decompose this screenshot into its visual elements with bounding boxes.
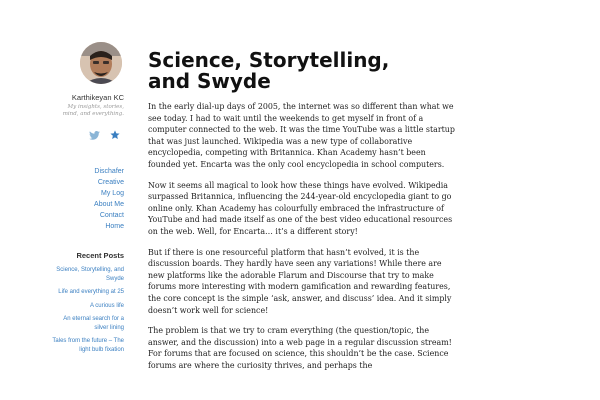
post-title: Science, Storytelling, and Swyde	[148, 48, 390, 93]
star-icon[interactable]	[110, 130, 120, 140]
post-paragraph: The problem is that we try to cram everything (the question/topic, the answer, and the discussion) into a web page in a regular discussion stream! For forums that are focused on science, this shouldn’t be the case. Science forums are where the curiosity thrives, and perhaps the	[148, 326, 452, 370]
recent-post-link[interactable]: Tales from the future – The light bulb fixation	[52, 338, 124, 353]
recent-post-link[interactable]: Science, Storytelling, and Swyde	[56, 267, 124, 282]
author-avatar[interactable]	[80, 42, 122, 84]
nav-link-about-me[interactable]: About Me	[94, 201, 124, 208]
post-body	[148, 101, 456, 371]
nav-link-my-log[interactable]: My Log	[101, 190, 124, 197]
nav-link-contact[interactable]: Contact	[99, 212, 124, 219]
author-tagline: My insights, stories, mind, and everything.	[62, 104, 124, 117]
nav-link-home[interactable]: Home	[105, 223, 124, 230]
main-nav	[0, 166, 124, 232]
author-name[interactable]: Karthikeyan KC	[71, 93, 124, 102]
recent-post-link[interactable]: An eternal search for a silver lining	[63, 316, 124, 331]
post-paragraph: But if there is one resourceful platform that hasn’t evolved, it is the discussion boards. They hardly have seen any variations! While there are new platforms like the adorable Flarum and Discourse that try to make forums more interesting with modern gamification and rewarding features, the core concept is the simple ‘ask, answer, and discuss’ idea. And it simply doesn’t work well for science!	[148, 247, 452, 315]
post-paragraph: In the early dial-up days of 2005, the internet was so different than what we see today. I had to wait until the weekends to get myself in front of a computer connected to the web. It was the time YouTube was a little startup that was just launched. Wikipedia was a new type of collaborative encyclopedia, competing with Britannica. Khan Academy hasn’t been founded yet. Encarta was the only cool encyclopedia in school computers.	[148, 102, 455, 169]
recent-post-link[interactable]: Life and everything at 25	[58, 289, 124, 295]
avatar-photo	[80, 42, 122, 84]
social-links	[89, 130, 120, 140]
nav-link-dischafer[interactable]: Dischafer	[94, 168, 124, 175]
nav-link-creative[interactable]: Creative	[97, 179, 124, 186]
post-paragraph: Now it seems all magical to look how these things have evolved. Wikipedia surpassed Britannica, influencing the 244-year-old encyclopedia giant to go online only. Khan Academy has colourfully embraced the infrastructure of YouTube and had made itself as one of the best video educational resources on the web. Well, for Encarta… it’s a different story!	[148, 180, 453, 236]
post-content	[148, 50, 456, 380]
recent-posts-heading: Recent Posts	[76, 251, 124, 260]
recent-post-link[interactable]: A curious life	[89, 302, 124, 309]
sidebar	[0, 0, 124, 400]
recent-posts-list	[52, 266, 124, 359]
twitter-icon[interactable]	[89, 131, 100, 140]
